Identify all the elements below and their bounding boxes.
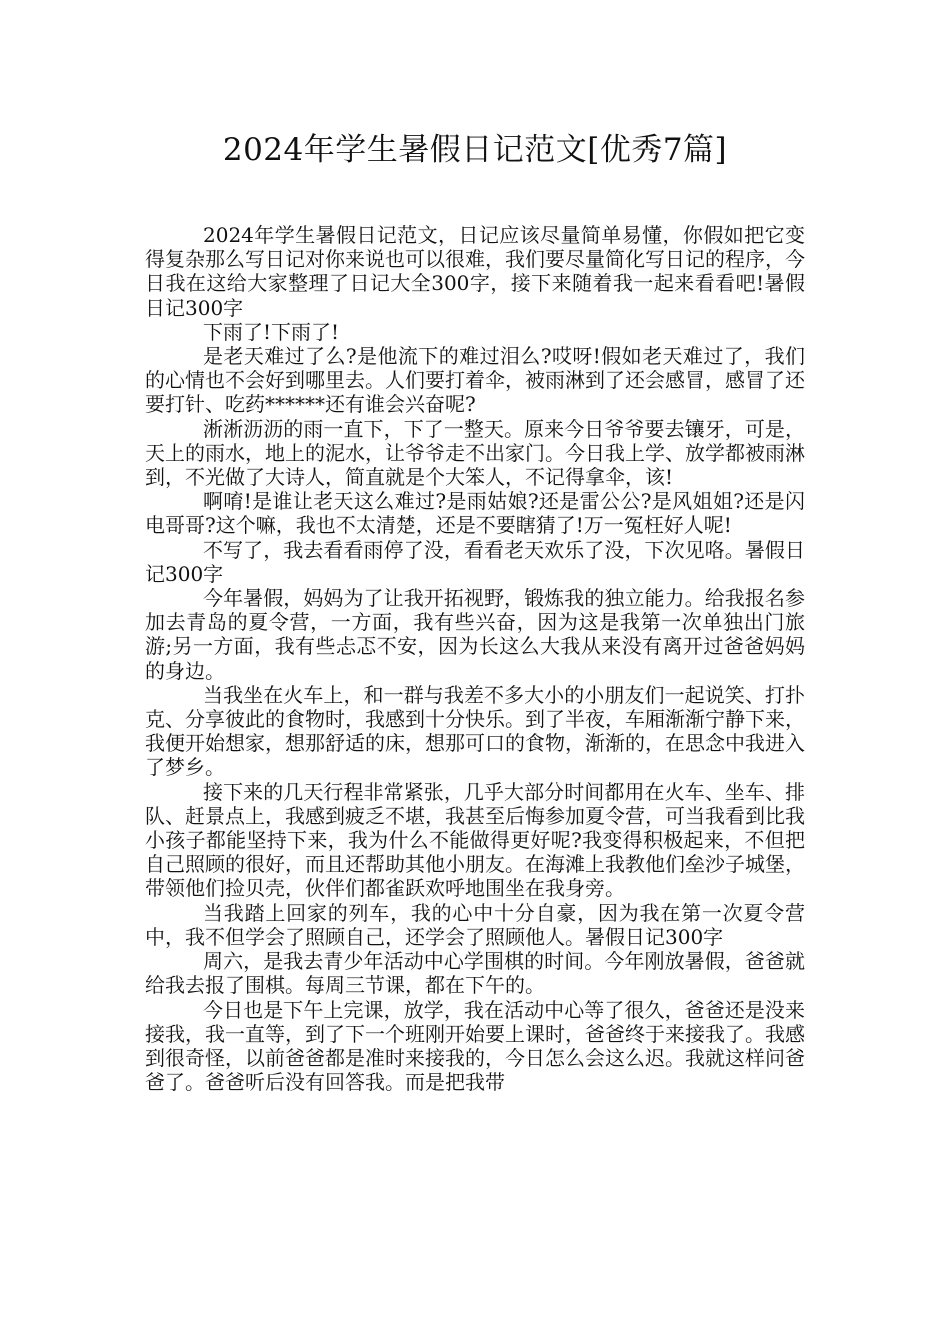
- body-paragraph: 不写了，我去看看雨停了没，看看老天欢乐了没，下次见咯。暑假日记300字: [145, 537, 805, 586]
- body-paragraph: 2024年学生暑假日记范文，日记应该尽量简单易懂，你假如把它变得复杂那么写日记对你来说也可以很难，我们要尽量简化写日记的程序，今日我在这给大家整理了日记大全300字，接下来随着我一起来看看吧!暑假日记300字: [145, 223, 805, 320]
- body-paragraph: 当我坐在火车上，和一群与我差不多大小的小朋友们一起说笑、打扑克、分享彼此的食物时，我感到十分快乐。到了半夜，车厢渐渐宁静下来，我便开始想家，想那舒适的床，想那可口的食物，渐渐的，在思念中我进入了梦乡。: [145, 682, 805, 780]
- body-paragraph: 今年暑假，妈妈为了让我开拓视野，锻炼我的独立能力。给我报名参加去青岛的夏令营，一方面，我有些兴奋，因为这是我第一次单独出门旅游;另一方面，我有些忐忑不安，因为长这么大我从来没有离开过爸爸妈妈的身边。: [145, 586, 805, 683]
- body-paragraph: 是老天难过了么?是他流下的难过泪么?哎呀!假如老天难过了，我们的心情也不会好到哪里去。人们要打着伞，被雨淋到了还会感冒，感冒了还要打针、吃药******还有谁会兴奋呢?: [145, 344, 805, 417]
- body-paragraph: 淅淅沥沥的雨一直下，下了一整天。原来今日爷爷要去镶牙，可是，天上的雨水，地上的泥水，让爷爷走不出家门。今日我上学、放学都被雨淋到，不光做了大诗人，简直就是个大笨人，不记得拿伞，该!: [145, 416, 805, 490]
- body-paragraph: 当我踏上回家的列车，我的心中十分自豪，因为我在第一次夏令营中，我不但学会了照顾自己，还学会了照顾他人。暑假日记300字: [145, 900, 805, 949]
- body-paragraph: 啊唷!是谁让老天这么难过?是雨姑娘?还是雷公公?是风姐姐?还是闪电哥哥?这个嘛，我也不太清楚，还是不要瞎猜了!万一冤枉好人呢!: [145, 489, 805, 538]
- body-paragraph: 今日也是下午上完课，放学，我在活动中心等了很久，爸爸还是没来接我，我一直等，到了下一个班刚开始要上课时，爸爸终于来接我了。我感到很奇怪，以前爸爸都是准时来接我的，今日怎么会这么迟。我就这样问爸爸了。爸爸听后没有回答我。而是把我带: [145, 997, 805, 1095]
- document-title: 2024年学生暑假日记范文[优秀7篇]: [222, 132, 728, 168]
- body-paragraph: 接下来的几天行程非常紧张，几乎大部分时间都用在火车、坐车、排队、赶景点上，我感到疲乏不堪，我甚至后悔参加夏令营，可当我看到比我小孩子都能坚持下来，我为什么不能做得更好呢?我变得积极起来，不但把自己照顾的很好，而且还帮助其他小朋友。在海滩上我教他们垒沙子城堡，带领他们捡贝壳，伙伴们都雀跃欢呼地围坐在我身旁。: [145, 779, 805, 901]
- body-paragraph: 下雨了!下雨了!: [203, 319, 340, 344]
- body-paragraph: 周六，是我去青少年活动中心学围棋的时间。今年刚放暑假，爸爸就给我去报了围棋。每周三节课，都在下午的。: [145, 949, 805, 998]
- document-body: [145, 223, 805, 1094]
